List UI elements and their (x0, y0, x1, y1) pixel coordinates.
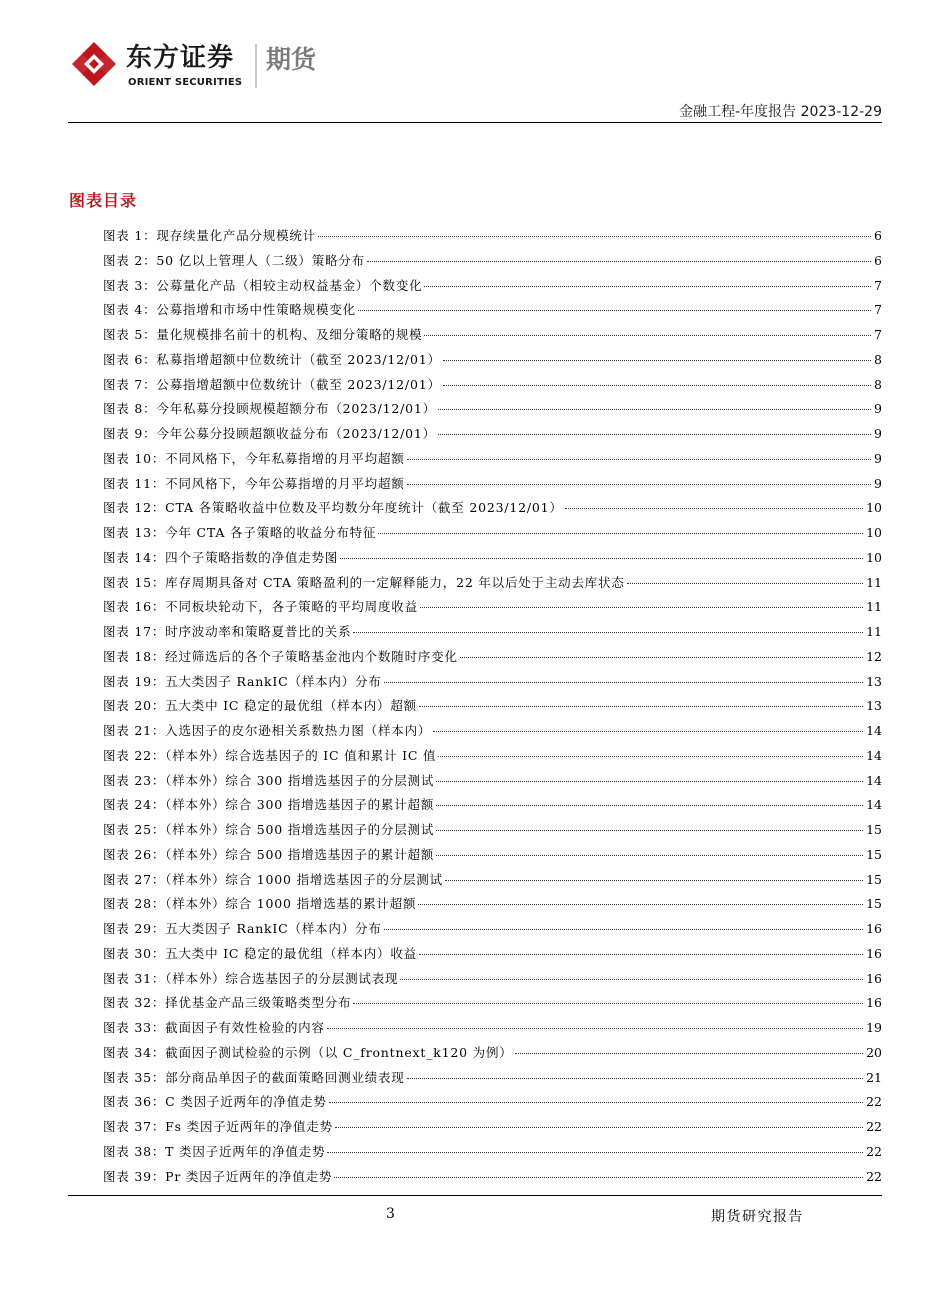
toc-dot-leader (515, 1053, 864, 1054)
toc-entry-label: 图表 9：今年公募分投顾超额收益分布（2023/12/01） (103, 426, 436, 441)
logo-divider (255, 44, 257, 88)
toc-entry[interactable] (103, 694, 882, 719)
toc-dot-leader (384, 929, 863, 930)
toc-entry-label: 图表 10：不同风格下，今年私募指增的月平均超额 (103, 450, 405, 466)
toc-entry[interactable] (103, 769, 882, 794)
toc-entry[interactable] (103, 298, 882, 323)
toc-entry[interactable] (103, 274, 882, 299)
toc-entry[interactable] (103, 1140, 882, 1165)
toc-entry-label: 图表 8：今年私募分投顾规模超额分布（2023/12/01） (103, 401, 436, 417)
toc-entry-label: 图表 28：（样本外）综合 1000 指增选基的累计超额 (103, 896, 417, 912)
toc-entry-label: 图表 21：入选因子的皮尔逊相关系数热力图（样本内） (103, 723, 432, 738)
toc-entry-page: 14 (866, 747, 882, 763)
toc-entry[interactable] (103, 719, 882, 744)
page-header (0, 0, 950, 130)
toc-dot-leader (438, 409, 871, 410)
page-number: 3 (386, 1206, 395, 1222)
toc-dot-leader (436, 805, 863, 806)
toc-entry-label: 图表 18：经过筛选后的各个子策略基金池内个数随时序变化 (103, 648, 458, 664)
toc-entry-label: 图表 3：公募量化产品（相较主动权益基金）个数变化 (103, 277, 423, 293)
toc-entry-page: 16 (866, 995, 882, 1011)
toc-entry-label: 图表 39：Pr 类因子近两年的净值走势 (103, 1168, 333, 1184)
toc-entry-page: 11 (866, 599, 882, 615)
toc-entry-label: 图表 38：T 类因子近两年的净值走势 (103, 1143, 326, 1159)
toc-entry-label: 图表 26：（样本外）综合 500 指增选基因子的累计超额 (103, 846, 435, 862)
toc-entry-label: 图表 2：50 亿以上管理人（二级）策略分布 (103, 252, 365, 268)
toc-entry-label: 图表 37：Fs 类因子近两年的净值走势 (103, 1119, 333, 1134)
toc-dot-leader (329, 1102, 863, 1103)
toc-entry-page: 7 (874, 302, 882, 318)
toc-entry-page: 16 (866, 970, 882, 986)
toc-entry[interactable] (103, 496, 882, 521)
toc-entry-page: 15 (866, 846, 882, 862)
toc-entry-page: 22 (866, 1119, 882, 1134)
toc-entry[interactable] (103, 521, 882, 546)
toc-entry-label: 图表 15：库存周期具备对 CTA 策略盈利的一定解释能力，22 年以后处于主动去库状态 (103, 574, 625, 590)
header-divider (68, 122, 882, 123)
toc-entry-label: 图表 14：四个子策略指数的净值走势图 (103, 549, 339, 565)
toc-entry-page: 11 (866, 574, 882, 590)
toc-dot-leader (400, 979, 863, 980)
toc-entry-page: 11 (866, 624, 882, 639)
toc-entry-page: 6 (874, 252, 882, 268)
toc-entry[interactable] (103, 1066, 882, 1091)
toc-dot-leader (445, 880, 863, 881)
toc-entry[interactable] (103, 373, 882, 398)
toc-dot-leader (407, 459, 871, 460)
toc-entry-label: 图表 34：截面因子测试检验的示例（以 C_frontnext_k120 为例） (103, 1044, 513, 1060)
toc-dot-leader (438, 756, 863, 757)
toc-entry-page: 14 (866, 772, 882, 788)
toc-entry-page: 7 (874, 327, 882, 342)
toc-entry-label: 图表 27：（样本外）综合 1000 指增选基因子的分层测试 (103, 871, 443, 887)
toc-entry-label: 图表 17：时序波动率和策略夏普比的关系 (103, 624, 352, 639)
toc-dot-leader (407, 484, 871, 485)
toc-entry[interactable] (103, 818, 882, 843)
toc-entry[interactable] (103, 991, 882, 1016)
toc-entry-label: 图表 19：五大类因子 RankIC（样本内）分布 (103, 673, 382, 689)
logo-english-name: ORIENT SECURITIES (128, 77, 243, 88)
toc-dot-leader (327, 1028, 863, 1029)
toc-dot-leader (327, 1152, 863, 1153)
toc-entry-page: 9 (874, 475, 882, 491)
toc-entry-page: 13 (866, 698, 882, 714)
toc-entry[interactable] (103, 546, 882, 571)
toc-entry-page: 19 (866, 1020, 882, 1035)
toc-dot-leader (384, 682, 863, 683)
toc-entry[interactable] (103, 620, 882, 645)
toc-entry-label: 图表 35：部分商品单因子的截面策略回测业绩表现 (103, 1069, 405, 1085)
toc-entry[interactable] (103, 917, 882, 942)
toc-entry-page: 9 (874, 426, 882, 441)
toc-entry-label: 图表 1：现存续量化产品分规模统计 (103, 228, 317, 243)
toc-entry-page: 14 (866, 797, 882, 813)
logo-subtitle: 期货 (266, 45, 317, 74)
toc-entry[interactable] (103, 323, 882, 348)
logo-chinese-name: 东方证券 (126, 43, 235, 73)
toc-dot-leader (443, 385, 871, 386)
toc-dot-leader (367, 261, 871, 262)
toc-entry-label: 图表 11：不同风格下，今年公募指增的月平均超额 (103, 475, 405, 491)
toc-entry-page: 13 (866, 673, 882, 689)
toc-entry[interactable] (103, 793, 882, 818)
toc-dot-leader (424, 335, 871, 336)
toc-entry[interactable] (103, 1090, 882, 1115)
toc-entry[interactable] (103, 397, 882, 422)
orient-securities-logo-icon (70, 40, 118, 88)
toc-entry[interactable] (103, 868, 882, 893)
toc-dot-leader (335, 1127, 863, 1128)
toc-entry-label: 图表 25：（样本外）综合 500 指增选基因子的分层测试 (103, 822, 435, 837)
toc-entry[interactable] (103, 249, 882, 274)
toc-entry[interactable] (103, 224, 882, 249)
footer-divider (68, 1195, 882, 1196)
toc-entry[interactable] (103, 447, 882, 472)
toc-dot-leader (419, 954, 863, 955)
toc-entry-page: 10 (866, 525, 882, 540)
toc-dot-leader (436, 855, 863, 856)
toc-entry[interactable] (103, 571, 882, 596)
toc-title: 图表目录 (69, 191, 138, 210)
toc-dot-leader (418, 904, 863, 905)
toc-dot-leader (340, 558, 863, 559)
toc-entry-label: 图表 6：私募指增超额中位数统计（截至 2023/12/01） (103, 351, 441, 367)
toc-entry-page: 15 (866, 822, 882, 837)
toc-entry-label: 图表 29：五大类因子 RankIC（样本内）分布 (103, 921, 382, 936)
toc-entry-label: 图表 5：量化规模排名前十的机构、及细分策略的规模 (103, 327, 423, 342)
toc-entry[interactable] (103, 967, 882, 992)
toc-entry-label: 图表 13：今年 CTA 各子策略的收益分布特征 (103, 525, 377, 540)
toc-entry-page: 16 (866, 945, 882, 961)
toc-dot-leader (443, 360, 871, 361)
toc-dot-leader (424, 286, 871, 287)
toc-entry-label: 图表 4：公募指增和市场中性策略规模变化 (103, 302, 356, 318)
toc-entry-page: 21 (866, 1069, 882, 1085)
toc-entry[interactable] (103, 595, 882, 620)
toc-dot-leader (353, 1003, 863, 1004)
toc-entry-page: 9 (874, 401, 882, 417)
toc-entry-page: 10 (866, 549, 882, 565)
toc-entry-page: 7 (874, 277, 882, 293)
toc-entry-label: 图表 16：不同板块轮动下，各子策略的平均周度收益 (103, 599, 418, 615)
toc-entry-page: 9 (874, 450, 882, 466)
toc-entry[interactable] (103, 892, 882, 917)
toc-entry[interactable] (103, 472, 882, 497)
toc-dot-leader (407, 1078, 864, 1079)
toc-entry-page: 20 (866, 1044, 882, 1060)
toc-dot-leader (353, 632, 863, 633)
toc-entry[interactable] (103, 942, 882, 967)
toc-entry-label: 图表 32：择优基金产品三级策略类型分布 (103, 995, 352, 1011)
toc-entry-page: 22 (866, 1143, 882, 1159)
toc-dot-leader (433, 731, 863, 732)
toc-dot-leader (436, 830, 863, 831)
toc-entry-label: 图表 23：（样本外）综合 300 指增选基因子的分层测试 (103, 772, 435, 788)
toc-entry[interactable] (103, 1115, 882, 1140)
toc-dot-leader (378, 533, 863, 534)
toc-dot-leader (460, 657, 863, 658)
toc-entry[interactable] (103, 1016, 882, 1041)
toc-entry[interactable] (103, 422, 882, 447)
toc-entry[interactable] (103, 670, 882, 695)
toc-entry-label: 图表 30：五大类中 IC 稳定的最优组（样本内）收益 (103, 945, 417, 961)
toc-entry-label: 图表 24：（样本外）综合 300 指增选基因子的累计超额 (103, 797, 435, 813)
toc-entry-label: 图表 36：C 类因子近两年的净值走势 (103, 1094, 327, 1110)
toc-dot-leader (358, 310, 871, 311)
toc-dot-leader (565, 508, 863, 509)
toc-entry-page: 22 (866, 1094, 882, 1110)
toc-entry-page: 8 (874, 376, 882, 392)
footer-label: 期货研究报告 (711, 1209, 804, 1225)
toc-dot-leader (419, 706, 863, 707)
toc-entry-page: 22 (866, 1168, 882, 1184)
toc-entry[interactable] (103, 744, 882, 769)
toc-entry-page: 10 (866, 500, 882, 516)
toc-entry-page: 14 (866, 723, 882, 738)
toc-entry-page: 8 (874, 351, 882, 367)
toc-entry[interactable] (103, 645, 882, 670)
toc-entry-page: 16 (866, 921, 882, 936)
toc-dot-leader (438, 434, 871, 435)
toc-entry-label: 图表 20：五大类中 IC 稳定的最优组（样本内）超额 (103, 698, 417, 714)
toc-entry[interactable] (103, 1041, 882, 1066)
toc-dot-leader (627, 583, 863, 584)
toc-dot-leader (318, 236, 871, 237)
toc-dot-leader (436, 781, 863, 782)
toc-entry-label: 图表 31：（样本外）综合选基因子的分层测试表现 (103, 970, 399, 986)
toc-entry-label: 图表 12：CTA 各策略收益中位数及平均数分年度统计（截至 2023/12/01） (103, 500, 563, 516)
toc-entry-page: 15 (866, 871, 882, 887)
toc-dot-leader (334, 1177, 863, 1178)
toc-entry-page: 12 (866, 648, 882, 664)
report-meta: 金融工程-年度报告 2023-12-29 (679, 104, 882, 120)
toc-dot-leader (420, 607, 863, 608)
toc-entry-label: 图表 7：公募指增超额中位数统计（截至 2023/12/01） (103, 376, 441, 392)
toc-list (103, 224, 882, 1189)
toc-entry-page: 15 (866, 896, 882, 912)
toc-entry[interactable] (103, 843, 882, 868)
toc-entry-page: 6 (874, 228, 882, 243)
toc-entry[interactable] (103, 1165, 882, 1190)
toc-entry-label: 图表 33：截面因子有效性检验的内容 (103, 1020, 325, 1035)
toc-entry-label: 图表 22：（样本外）综合选基因子的 IC 值和累计 IC 值 (103, 747, 437, 763)
toc-entry[interactable] (103, 348, 882, 373)
